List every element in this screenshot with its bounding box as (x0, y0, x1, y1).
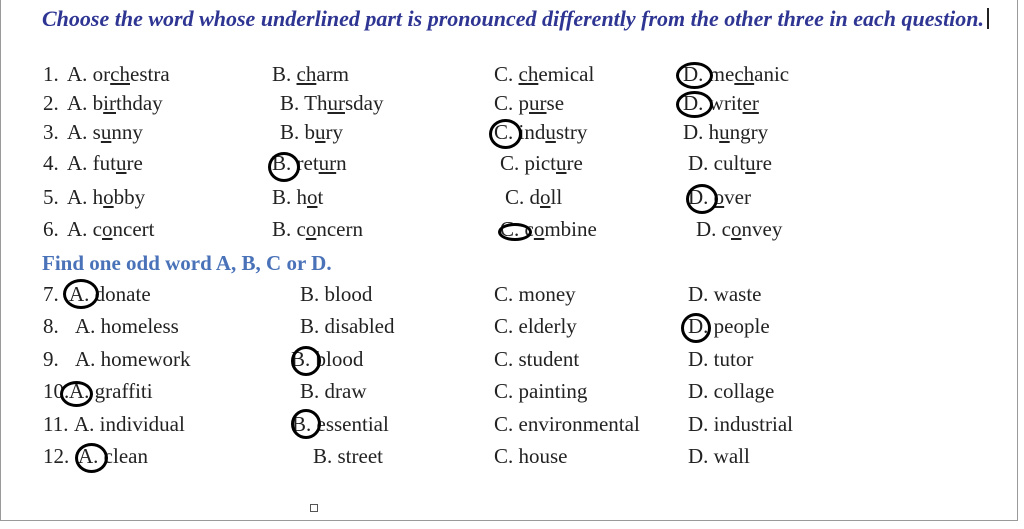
option-letter: A. (67, 217, 88, 241)
word-suffix: ncert (112, 217, 155, 241)
option-letter: D. (683, 62, 704, 86)
answer-option[interactable] (280, 117, 343, 147)
word-suffix: nny (111, 120, 143, 144)
answer-circle-mark (681, 313, 711, 343)
word-prefix: s (92, 120, 101, 144)
option-letter: A. (67, 91, 88, 115)
option-letter: C. (505, 185, 525, 209)
answer-option[interactable] (67, 117, 143, 147)
word-suffix: ry (325, 120, 344, 144)
instruction-title: Choose the word whose underlined part is pronounced differently from the other three in each question. (42, 4, 992, 33)
question-row (0, 148, 1000, 178)
question-row (0, 59, 1000, 89)
answer-option[interactable] (494, 88, 564, 118)
option-letter: C. (494, 62, 514, 86)
option-letter: A. (67, 151, 88, 175)
option-letter: B. (272, 217, 292, 241)
word-prefix: p (518, 91, 530, 115)
option-letter: A. (67, 120, 88, 144)
option-letter: A. (67, 62, 88, 86)
underlined-sound: u (556, 151, 567, 175)
word-prefix: c (721, 217, 731, 241)
answer-circle-mark (291, 346, 321, 376)
underlined-sound: o (305, 217, 317, 241)
answer-option[interactable]: C. environmental (494, 412, 640, 436)
option-letter: C. (494, 91, 514, 115)
underlined-sound: o (731, 217, 742, 241)
word-suffix: nvey (741, 217, 783, 241)
question-number: 3. (43, 120, 59, 144)
question-row (0, 344, 1000, 374)
underlined-sound: ch (110, 62, 130, 86)
answer-option[interactable]: B. blood (300, 282, 373, 306)
answer-option[interactable]: C. elderly (494, 314, 577, 338)
answer-option[interactable] (500, 148, 583, 178)
word-prefix: d (529, 185, 541, 209)
option-letter: B. (272, 151, 292, 175)
answer-circle-mark (60, 381, 93, 407)
word-prefix: writ (708, 91, 743, 115)
answer-circle-mark (291, 409, 321, 439)
answer-option[interactable] (272, 59, 349, 89)
question-row (0, 441, 1000, 471)
word-suffix: stry (555, 120, 588, 144)
question-number: 9. (43, 347, 59, 371)
question-number: 6. (43, 217, 59, 241)
question-number: 5. (43, 185, 59, 209)
answer-option[interactable]: D. wall (688, 444, 750, 468)
answer-option[interactable]: B. blood (291, 347, 364, 371)
question-number: 1. (43, 62, 59, 86)
section-heading: Find one odd word A, B, C or D. (42, 251, 332, 275)
question-row (0, 279, 1000, 309)
answer-option[interactable]: D. people (688, 314, 770, 338)
underlined-sound: ch (518, 62, 539, 86)
answer-option[interactable]: A. donate (69, 282, 151, 306)
underlined-sound: ur (318, 151, 337, 175)
answer-circle-mark (686, 184, 718, 214)
underlined-sound: er (742, 91, 759, 115)
word-suffix: estra (130, 62, 170, 86)
word-suffix: arm (316, 62, 349, 86)
option-letter: C. (494, 120, 514, 144)
question-number: 2. (43, 91, 59, 115)
word-suffix: se (546, 91, 565, 115)
question-number: 7. (43, 282, 59, 306)
option-letter: C. (500, 151, 520, 175)
text-cursor (987, 8, 989, 29)
question-number: 11. (43, 412, 69, 436)
word-suffix: re (566, 151, 583, 175)
word-suffix: ver (724, 185, 751, 209)
option-letter: B. (280, 91, 300, 115)
word-suffix: mbine (544, 217, 597, 241)
word-prefix: fut (92, 151, 116, 175)
word-prefix: b (92, 91, 104, 115)
answer-option[interactable]: C. student (494, 347, 580, 371)
underlined-sound: o (307, 185, 318, 209)
option-letter: B. (272, 62, 292, 86)
option-letter: B. (280, 120, 300, 144)
answer-circle-mark (63, 279, 99, 309)
underlined-sound: o (103, 185, 114, 209)
answer-option[interactable]: C. painting (494, 379, 588, 403)
underlined-sound: o (713, 185, 725, 209)
word-suffix: n (336, 151, 347, 175)
word-prefix: me (708, 62, 735, 86)
answer-option[interactable] (67, 182, 145, 212)
anchor-marker (310, 504, 318, 512)
question-row (0, 376, 1000, 406)
word-suffix: anic (754, 62, 790, 86)
question-row (0, 311, 1000, 341)
underlined-sound: u (545, 120, 556, 144)
question-number: 12. (43, 444, 70, 468)
answer-option[interactable]: C. money (494, 282, 576, 306)
answer-circle-mark (676, 91, 713, 118)
option-letter: B. (272, 185, 292, 209)
answer-option[interactable]: D. collage (688, 379, 775, 403)
underlined-sound: u (116, 151, 127, 175)
word-suffix: ngry (729, 120, 769, 144)
answer-circle-mark (268, 152, 300, 182)
word-prefix: h (708, 120, 720, 144)
answer-option[interactable]: D. industrial (688, 412, 793, 436)
answer-option[interactable]: A. clean (78, 444, 148, 468)
option-letter: D. (688, 151, 709, 175)
answer-option[interactable] (272, 214, 363, 244)
underlined-sound: ur (327, 91, 345, 115)
option-letter: D. (683, 120, 704, 144)
answer-option[interactable]: B. disabled (300, 314, 395, 338)
underlined-sound: ur (529, 91, 547, 115)
answer-circle-mark (676, 62, 713, 89)
answer-option[interactable] (67, 59, 170, 89)
word-prefix: c (296, 217, 306, 241)
answer-option[interactable] (505, 182, 562, 212)
option-letter: C. (500, 217, 520, 241)
answer-option[interactable] (67, 148, 143, 178)
answer-option[interactable] (688, 148, 772, 178)
answer-circle-mark (498, 223, 532, 241)
word-suffix: ll (550, 185, 563, 209)
answer-option[interactable] (280, 88, 383, 118)
word-prefix: cult (713, 151, 746, 175)
underlined-sound: o (533, 217, 545, 241)
answer-option[interactable]: D. waste (688, 282, 762, 306)
question-number: 4. (43, 151, 59, 175)
answer-option[interactable] (272, 182, 323, 212)
answer-circle-mark (75, 443, 108, 473)
option-letter: D. (688, 185, 709, 209)
answer-option[interactable] (494, 59, 594, 89)
underlined-sound: ir (103, 91, 116, 115)
underlined-sound: u (100, 120, 112, 144)
underlined-sound: o (540, 185, 551, 209)
answer-option[interactable]: B. essential (292, 412, 389, 436)
word-suffix: ncern (316, 217, 363, 241)
word-prefix: c (524, 217, 534, 241)
answer-option[interactable] (696, 214, 782, 244)
question-number: 10. (43, 379, 70, 403)
answer-option[interactable]: B. street (313, 444, 383, 468)
word-prefix: ret (296, 151, 319, 175)
answer-option[interactable]: B. draw (300, 379, 367, 403)
word-prefix: h (296, 185, 308, 209)
answer-option[interactable] (67, 214, 154, 244)
underlined-sound: ch (296, 62, 317, 86)
question-row (0, 409, 1000, 439)
word-prefix: b (304, 120, 316, 144)
answer-option[interactable]: A. graffiti (69, 379, 153, 403)
word-prefix: Th (304, 91, 328, 115)
word-suffix: re (755, 151, 772, 175)
word-suffix: t (317, 185, 324, 209)
word-suffix: sday (344, 91, 384, 115)
option-letter: A. (67, 185, 88, 209)
word-prefix: c (92, 217, 102, 241)
answer-option[interactable]: A. individual (74, 412, 185, 436)
underlined-sound: u (745, 151, 756, 175)
question-row (0, 88, 1000, 118)
word-suffix: emical (538, 62, 595, 86)
question-row (0, 182, 1000, 212)
word-prefix: ind (518, 120, 546, 144)
word-prefix: pict (524, 151, 557, 175)
underlined-sound: ch (734, 62, 755, 86)
option-letter: D. (696, 217, 717, 241)
answer-circle-mark (489, 119, 522, 149)
answer-option[interactable] (67, 88, 163, 118)
answer-option[interactable] (683, 117, 768, 147)
underlined-sound: o (102, 217, 113, 241)
question-number: 8. (43, 314, 59, 338)
word-prefix: or (92, 62, 111, 86)
answer-option[interactable]: D. tutor (688, 347, 754, 371)
answer-option[interactable]: A. homework (75, 347, 191, 371)
word-suffix: bby (113, 185, 146, 209)
word-suffix: thday (116, 91, 163, 115)
answer-option[interactable]: C. house (494, 444, 568, 468)
answer-option[interactable]: A. homeless (75, 314, 179, 338)
underlined-sound: u (719, 120, 730, 144)
option-letter: D. (683, 91, 704, 115)
word-prefix: h (92, 185, 104, 209)
underlined-sound: u (315, 120, 326, 144)
word-suffix: re (126, 151, 143, 175)
